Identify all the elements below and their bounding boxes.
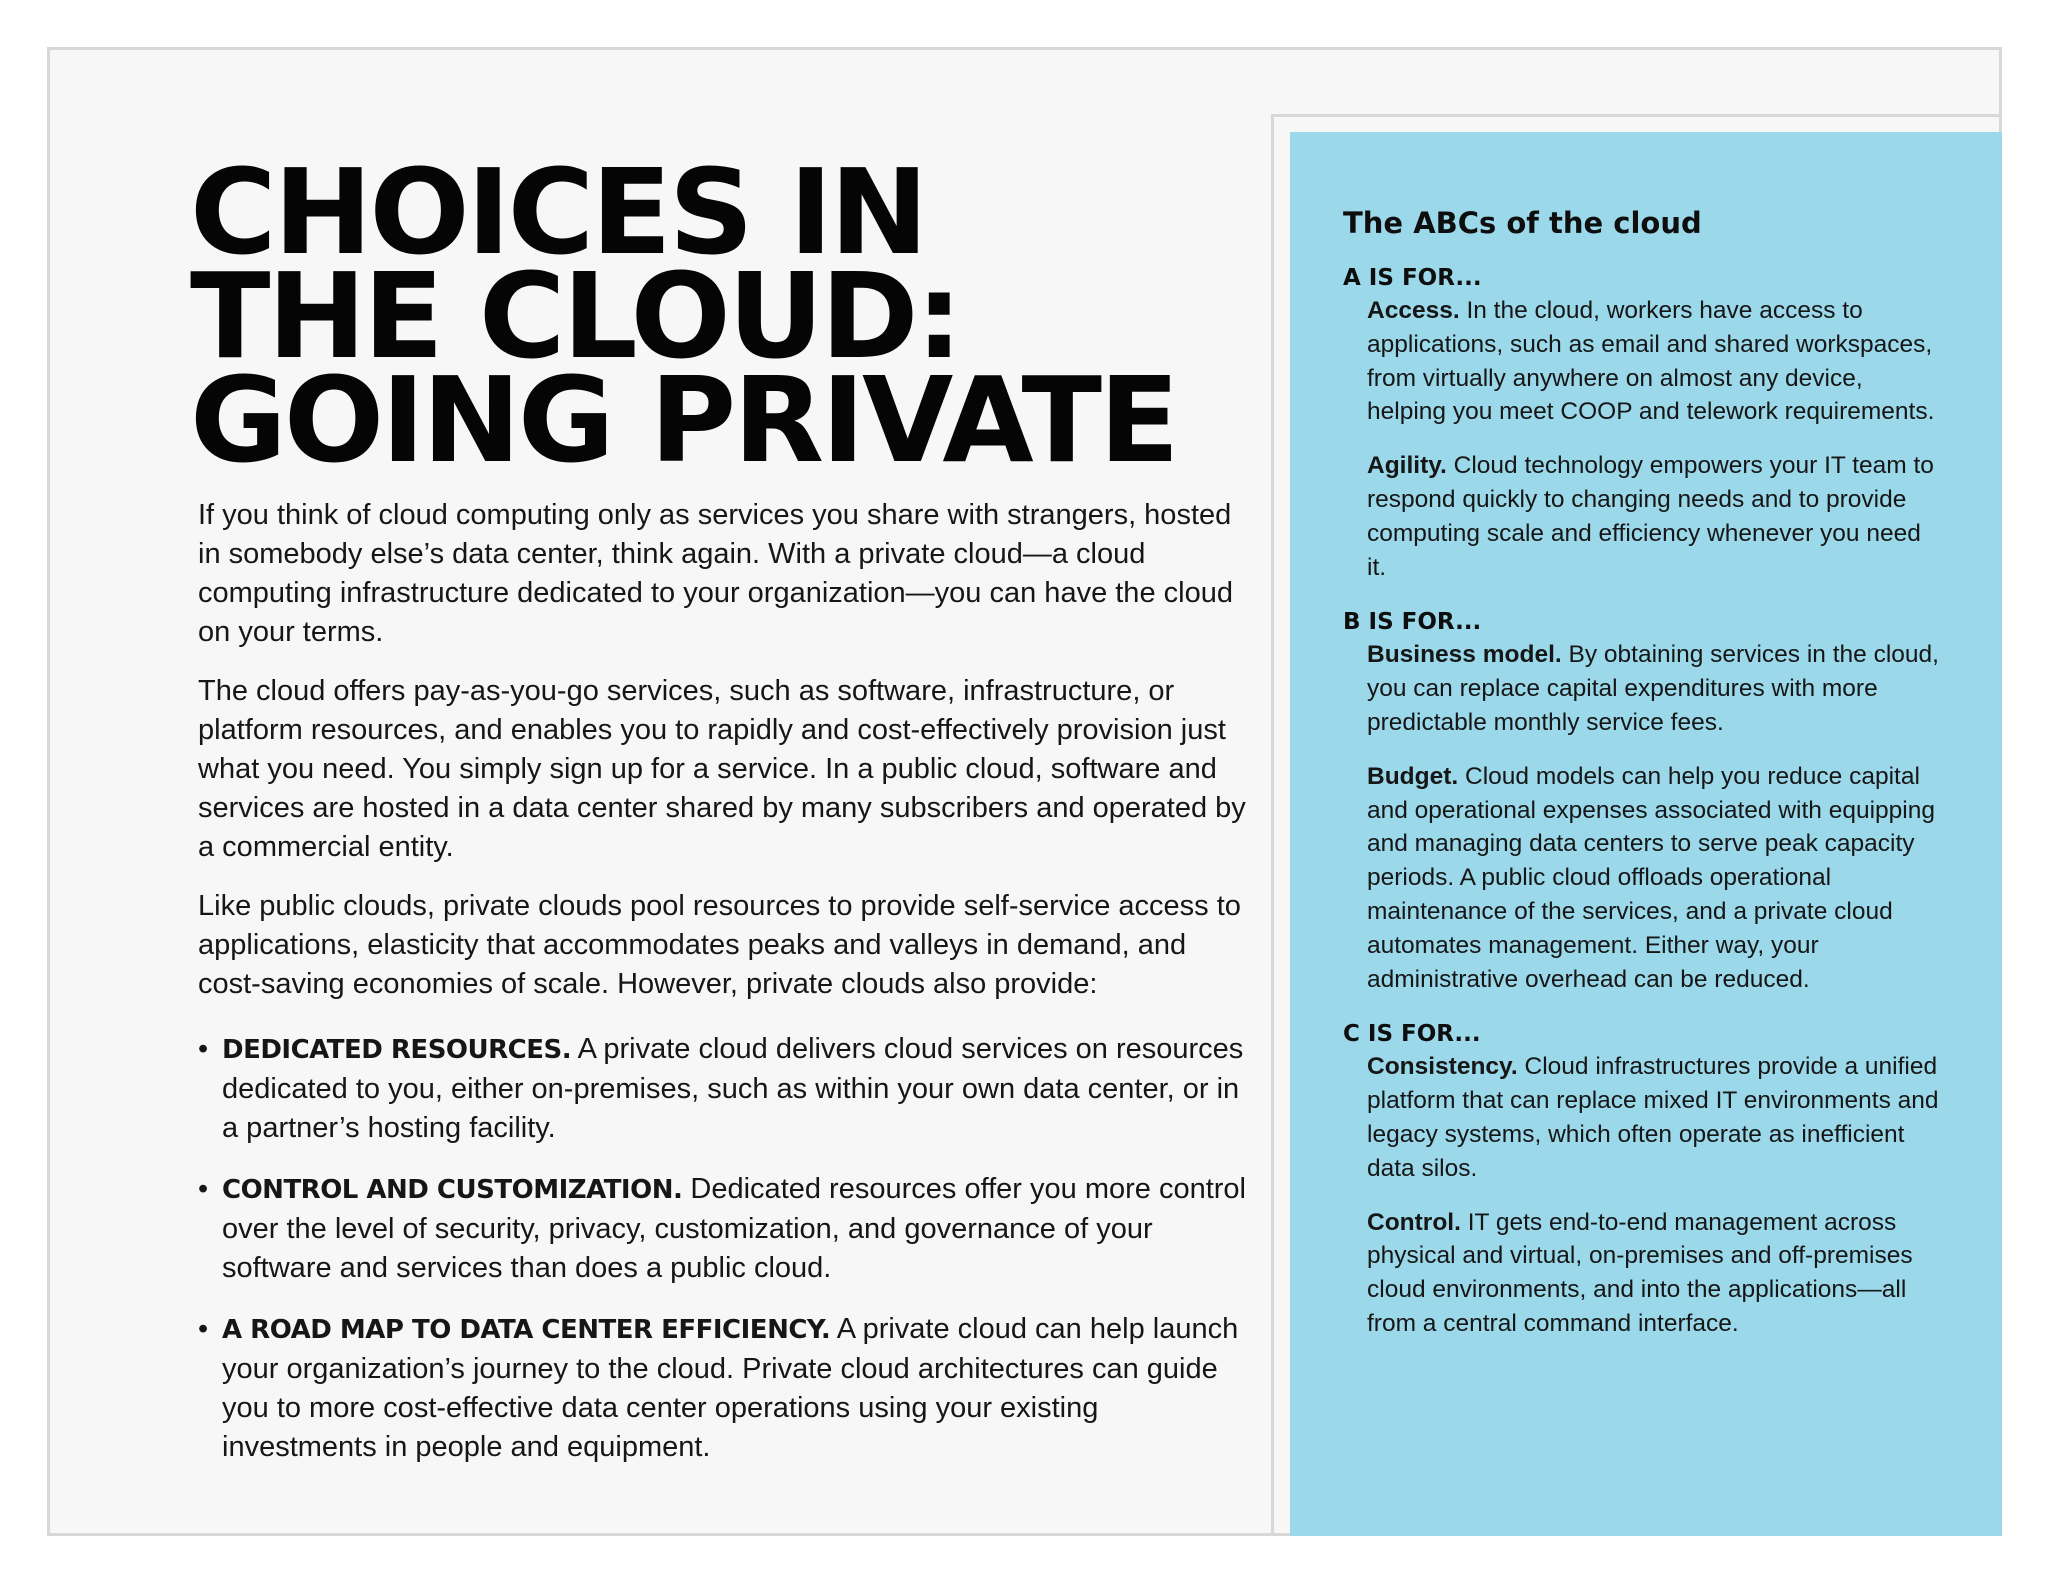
title-line-1: CHOICES IN [190, 143, 926, 281]
bullet-dot: • [198, 1033, 209, 1065]
intro-paragraph-3: Like public clouds, private clouds pool resources to provide self-service access to applications, elasticity that accommodates peaks and valleys in demand, and cost-saving economies of scale. However, private clouds also provide: [198, 890, 1241, 1000]
benefit-term: A ROAD MAP TO DATA CENTER EFFICIENCY. [222, 1315, 831, 1345]
entry-text: Cloud infrastructures provide a unified platform that can replace mixed IT environments and legacy systems, which often operate as inefficient data silos. [1367, 1053, 1939, 1182]
entry-term: Business model. [1367, 641, 1562, 669]
benefits-list [198, 1030, 1256, 1467]
entry-term: Access. [1367, 297, 1460, 324]
benefit-item-control-customization [198, 1170, 1256, 1288]
entry-term: Control. [1367, 1208, 1461, 1236]
benefit-term: DEDICATED RESOURCES. [222, 1035, 572, 1065]
entry-term: Budget. [1367, 762, 1459, 790]
benefit-text: A private cloud delivers cloud services on resources dedicated to you, either on-premises, such as within your own data center, or in a partner’s hosting facility. [222, 1033, 1244, 1144]
page-title [190, 143, 1260, 489]
sidebar-section-c [1343, 1018, 1942, 1340]
benefit-term: CONTROL AND CUSTOMIZATION. [222, 1175, 683, 1205]
abc-sidebar [1290, 132, 2002, 1536]
entry-term: Consistency. [1367, 1053, 1518, 1081]
title-line-3: GOING PRIVATE [190, 351, 1177, 489]
bullet-dot: • [198, 1313, 209, 1345]
benefit-item-road-map [198, 1310, 1256, 1467]
sidebar-title: The ABCs of the cloud [1343, 206, 1702, 240]
entry-term: Agility. [1367, 452, 1447, 480]
sidebar-section-b [1343, 606, 1942, 996]
section-heading: C IS FOR... [1343, 1021, 1481, 1048]
section-heading: A IS FOR... [1343, 265, 1482, 291]
main-column [190, 143, 1260, 1489]
entry-text: IT gets end-to-end management across physical and virtual, on-premises and off-premises cloud environments, and into the applications—all from a central command interface. [1367, 1208, 1913, 1337]
sidebar-entry-control [1367, 1206, 1942, 1341]
sidebar-entry-business-model [1367, 638, 1942, 739]
benefit-text: A private cloud can help launch your organization’s journey to the cloud. Private cloud architectures can guide you to more cost-effective data center operations using your existing investments in people and equipment. [222, 1313, 1239, 1463]
sidebar-entry-access [1367, 294, 1942, 429]
entry-text: In the cloud, workers have access to applications, such as email and shared workspaces, from virtually anywhere on almost any device, helping you meet COOP and telework requirements. [1367, 297, 1935, 426]
benefit-item-dedicated-resources [198, 1030, 1256, 1148]
intro-paragraph-1: If you think of cloud computing only as services you share with strangers, hosted in somebody else’s data center, think again. With a private cloud—a cloud computing infrastructure dedicated to your organization—you can have the cloud on your terms. [198, 499, 1233, 648]
bullet-dot: • [198, 1173, 209, 1205]
entry-text: Cloud models can help you reduce capital and operational expenses associated with equipping and managing data centers to serve peak capacity periods. A public cloud offloads operational maintenance of the services, and a private cloud automates management. Either way, your administrative overhead can be reduced. [1367, 762, 1935, 993]
sidebar-entry-budget [1367, 760, 1942, 997]
entry-text: Cloud technology empowers your IT team to respond quickly to changing needs and to provide computing scale and efficiency whenever you need it. [1367, 452, 1934, 581]
intro-body [190, 496, 1256, 1467]
sidebar-entry-agility [1367, 449, 1942, 584]
entry-text: By obtaining services in the cloud, you can replace capital expenditures with more predictable monthly service fees. [1367, 641, 1939, 736]
section-heading: B IS FOR... [1343, 609, 1482, 636]
intro-paragraph-2: The cloud offers pay-as-you-go services, such as software, infrastructure, or platform resources, and enables you to rapidly and cost-effectively provision just what you need. You simply sign up for a service. In a public cloud, software and services are hosted in a data center shared by many subscribers and operated by a commercial entity. [198, 675, 1246, 863]
sidebar-section-a [1343, 262, 1942, 584]
benefit-text: Dedicated resources offer you more control over the level of security, privacy, customization, and governance of your software and services than does a public cloud. [222, 1173, 1246, 1284]
title-line-2: THE CLOUD: [190, 247, 960, 385]
sidebar-entry-consistency [1367, 1050, 1942, 1185]
